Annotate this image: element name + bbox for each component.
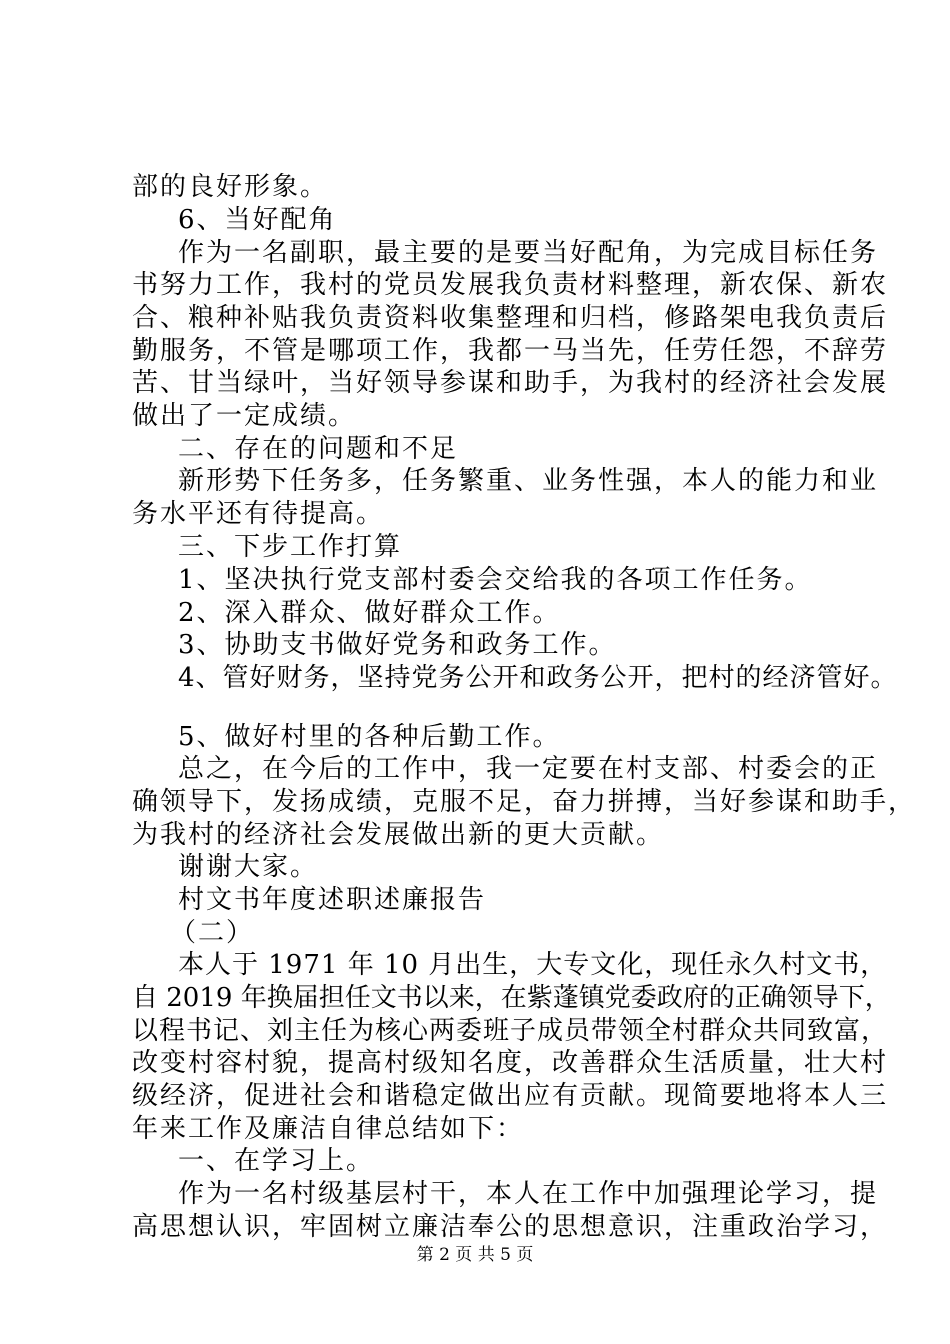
text-line: 改变村容村貌，提高村级知名度，改善群众生活质量，壮大村	[132, 1048, 889, 1078]
text-line: 务水平还有待提高。	[132, 499, 385, 529]
text-line: 为我村的经济社会发展做出新的更大贡献。	[132, 820, 665, 850]
text-line: 确领导下，发扬成绩，克服不足，奋力拼搏，当好参谋和助手，	[132, 787, 917, 817]
text-line: 高思想认识，牢固树立廉洁奉公的思想意识，注重政治学习，	[132, 1212, 889, 1242]
list-item: 3、协助支书做好党务和政务工作。	[178, 630, 617, 660]
text-line: 勤服务，不管是哪项工作，我都一马当先，任劳任怨，不辞劳	[132, 336, 889, 366]
section-heading: 三、下步工作打算	[178, 532, 403, 562]
text-line: 年来工作及廉洁自律总结如下：	[132, 1114, 525, 1144]
text-line: 书努力工作，我村的党员发展我负责材料整理，新农保、新农	[132, 270, 889, 300]
text-line: 合、粮种补贴我负责资料收集整理和归档，修路架电我负责后	[132, 303, 889, 333]
text-line: 新形势下任务多，任务繁重、业务性强，本人的能力和业	[178, 466, 879, 496]
text-line: 总之，在今后的工作中，我一定要在村支部、村委会的正	[178, 754, 879, 784]
report-subtitle: （二）	[170, 918, 255, 948]
report-title: 村文书年度述职述廉报告	[178, 885, 487, 915]
text-line: 谢谢大家。	[178, 852, 319, 882]
list-item: 2、深入群众、做好群众工作。	[178, 598, 561, 628]
text-line: 部的良好形象。	[132, 172, 329, 202]
text-line: 6、当好配角	[178, 205, 337, 235]
section-heading: 一、在学习上。	[178, 1146, 375, 1176]
text-line: 级经济，促进社会和谐稳定做出应有贡献。现简要地将本人三	[132, 1081, 889, 1111]
text-line: 自 2019 年换届担任文书以来，在紫蓬镇党委政府的正确领导下，	[132, 983, 891, 1013]
text-line: 本人于 1971 年 10 月出生，大专文化，现任永久村文书，	[178, 950, 888, 980]
page-number-footer: 第 2 页 共 5 页	[416, 1245, 534, 1265]
section-heading: 二、存在的问题和不足	[178, 434, 459, 464]
text-line: 苦、甘当绿叶，当好领导参谋和助手，为我村的经济社会发展	[132, 368, 889, 398]
text-line: 做出了一定成绩。	[132, 401, 357, 431]
text-line: 作为一名村级基层村干，本人在工作中加强理论学习，提	[178, 1179, 879, 1209]
list-item: 5、做好村里的各种后勤工作。	[178, 722, 561, 752]
list-item: 4、管好财务，坚持党务公开和政务公开，把村的经济管好。	[178, 663, 898, 693]
list-item: 1、坚决执行党支部村委会交给我的各项工作任务。	[178, 565, 813, 595]
text-line: 作为一名副职，最主要的是要当好配角，为完成目标任务	[178, 238, 879, 268]
text-line: 以程书记、刘主任为核心两委班子成员带领全村群众共同致富，	[132, 1016, 889, 1046]
